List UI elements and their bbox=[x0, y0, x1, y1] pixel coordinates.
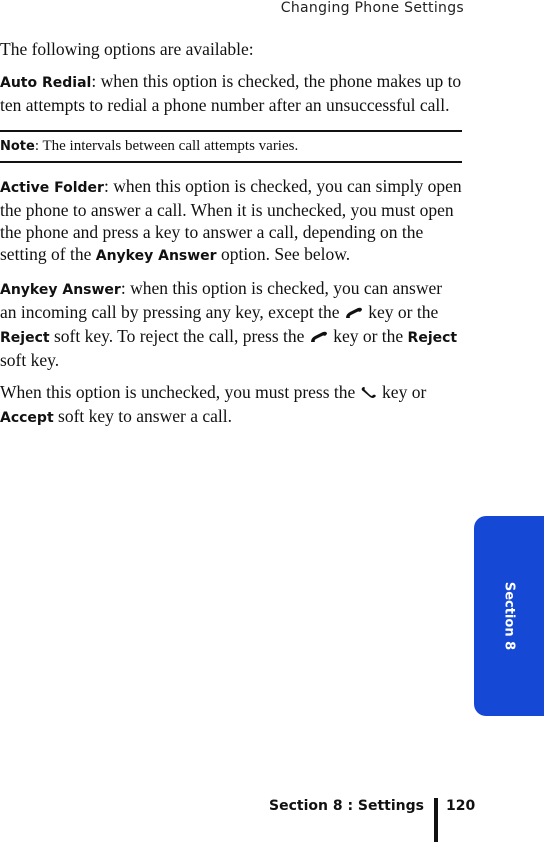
note-text: : The intervals between call attempts varies. bbox=[34, 138, 299, 154]
end-call-icon bbox=[344, 303, 364, 325]
send-call-icon bbox=[360, 383, 378, 405]
footer-divider bbox=[434, 798, 438, 842]
anykey-answer-text-5: soft key. bbox=[0, 349, 60, 370]
reject-key-label: Reject bbox=[407, 329, 458, 346]
end-call-icon bbox=[309, 327, 329, 349]
auto-redial-text: : when this option is checked, the phone makes up to ten attempts to redial a phone number after an unsuccessful call. bbox=[0, 71, 462, 115]
anykey-answer-ref: Anykey Answer bbox=[95, 248, 217, 264]
anykey-answer-text-4: key or the bbox=[328, 325, 408, 346]
auto-redial-paragraph bbox=[0, 70, 462, 116]
section-tab-label: Section 8 bbox=[501, 581, 517, 651]
reject-key-label: Reject bbox=[0, 329, 50, 346]
active-folder-text-1: : when this option is checked, you can simply open the phone to answer a call. When it is unchecked, you must open the phone and press a key to answer a call, depending on the setting of the bbox=[0, 176, 462, 264]
unchecked-paragraph bbox=[0, 381, 462, 429]
anykey-answer-paragraph bbox=[0, 277, 462, 371]
page-header: Changing Phone Settings bbox=[280, 0, 464, 16]
anykey-answer-text-3: soft key. To reject the call, press the bbox=[49, 325, 309, 346]
anykey-answer-text-1: : when this option is checked, you can answer an incoming call by pressing any key, except the bbox=[0, 278, 443, 322]
note-box bbox=[0, 130, 462, 163]
page-body bbox=[0, 38, 462, 439]
unchecked-text-2: key or bbox=[377, 381, 427, 402]
active-folder-text-2: option. See below. bbox=[216, 244, 351, 264]
footer-section-label: Section 8 : Settings bbox=[269, 798, 424, 814]
active-folder-term: Active Folder bbox=[0, 180, 104, 196]
anykey-answer-text-2: key or the bbox=[363, 302, 439, 322]
intro-paragraph: The following options are available: bbox=[0, 39, 254, 59]
auto-redial-term: Auto Redial bbox=[0, 75, 92, 91]
unchecked-text-3: soft key to answer a call. bbox=[53, 405, 232, 426]
active-folder-paragraph bbox=[0, 175, 462, 267]
accept-key-label: Accept bbox=[0, 409, 54, 426]
note-term: Note bbox=[0, 139, 35, 154]
anykey-answer-term: Anykey Answer bbox=[0, 282, 121, 298]
unchecked-text-1: When this option is unchecked, you must press the bbox=[0, 381, 360, 402]
section-tab bbox=[474, 516, 544, 716]
page-number: 120 bbox=[446, 798, 476, 814]
